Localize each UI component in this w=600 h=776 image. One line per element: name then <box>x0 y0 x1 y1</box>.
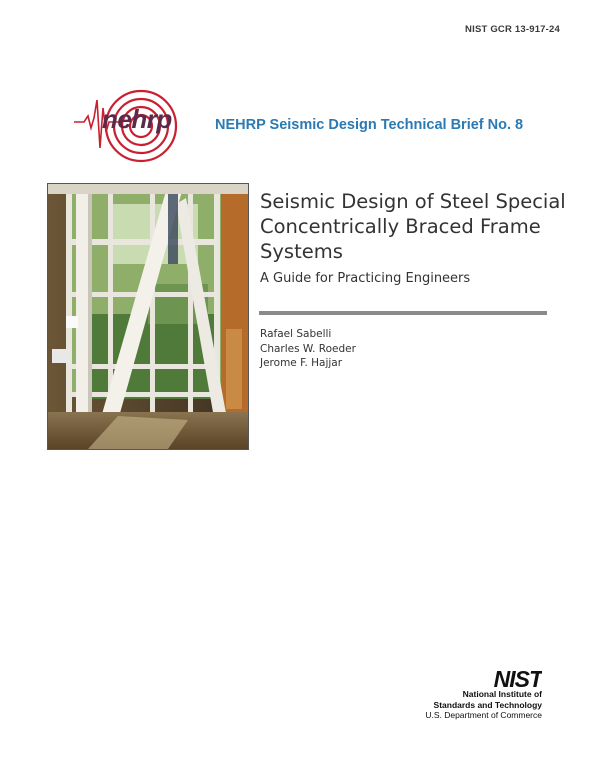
cover-photo <box>47 183 249 450</box>
title-divider <box>259 311 547 315</box>
series-title: NEHRP Seismic Design Technical Brief No. 8 <box>215 117 524 133</box>
author-list <box>260 327 356 371</box>
title-line: Systems <box>260 240 343 263</box>
publisher-line: Standards and Technology <box>433 699 542 710</box>
report-number: NIST GCR 13-917-24 <box>465 24 560 35</box>
nist-logo-text: NIST <box>493 667 542 689</box>
publisher-block <box>425 667 542 721</box>
document-title <box>260 189 570 264</box>
author-name: Charles W. Roeder <box>260 342 356 355</box>
title-line: Concentrically Braced Frame <box>260 215 541 238</box>
braced-frame-interior-photo-icon <box>48 184 248 449</box>
publisher-line: National Institute of <box>462 689 542 699</box>
nehrp-logo-text: nehrp <box>102 104 172 134</box>
author-name: Rafael Sabelli <box>260 328 332 340</box>
nist-logo-icon <box>472 667 542 689</box>
document-subtitle: A Guide for Practicing Engineers <box>260 271 471 286</box>
title-line: Seismic Design of Steel Special <box>260 190 566 213</box>
publisher-line: U.S. Department of Commerce <box>425 710 542 720</box>
author-name: Jerome F. Hajjar <box>260 357 343 369</box>
